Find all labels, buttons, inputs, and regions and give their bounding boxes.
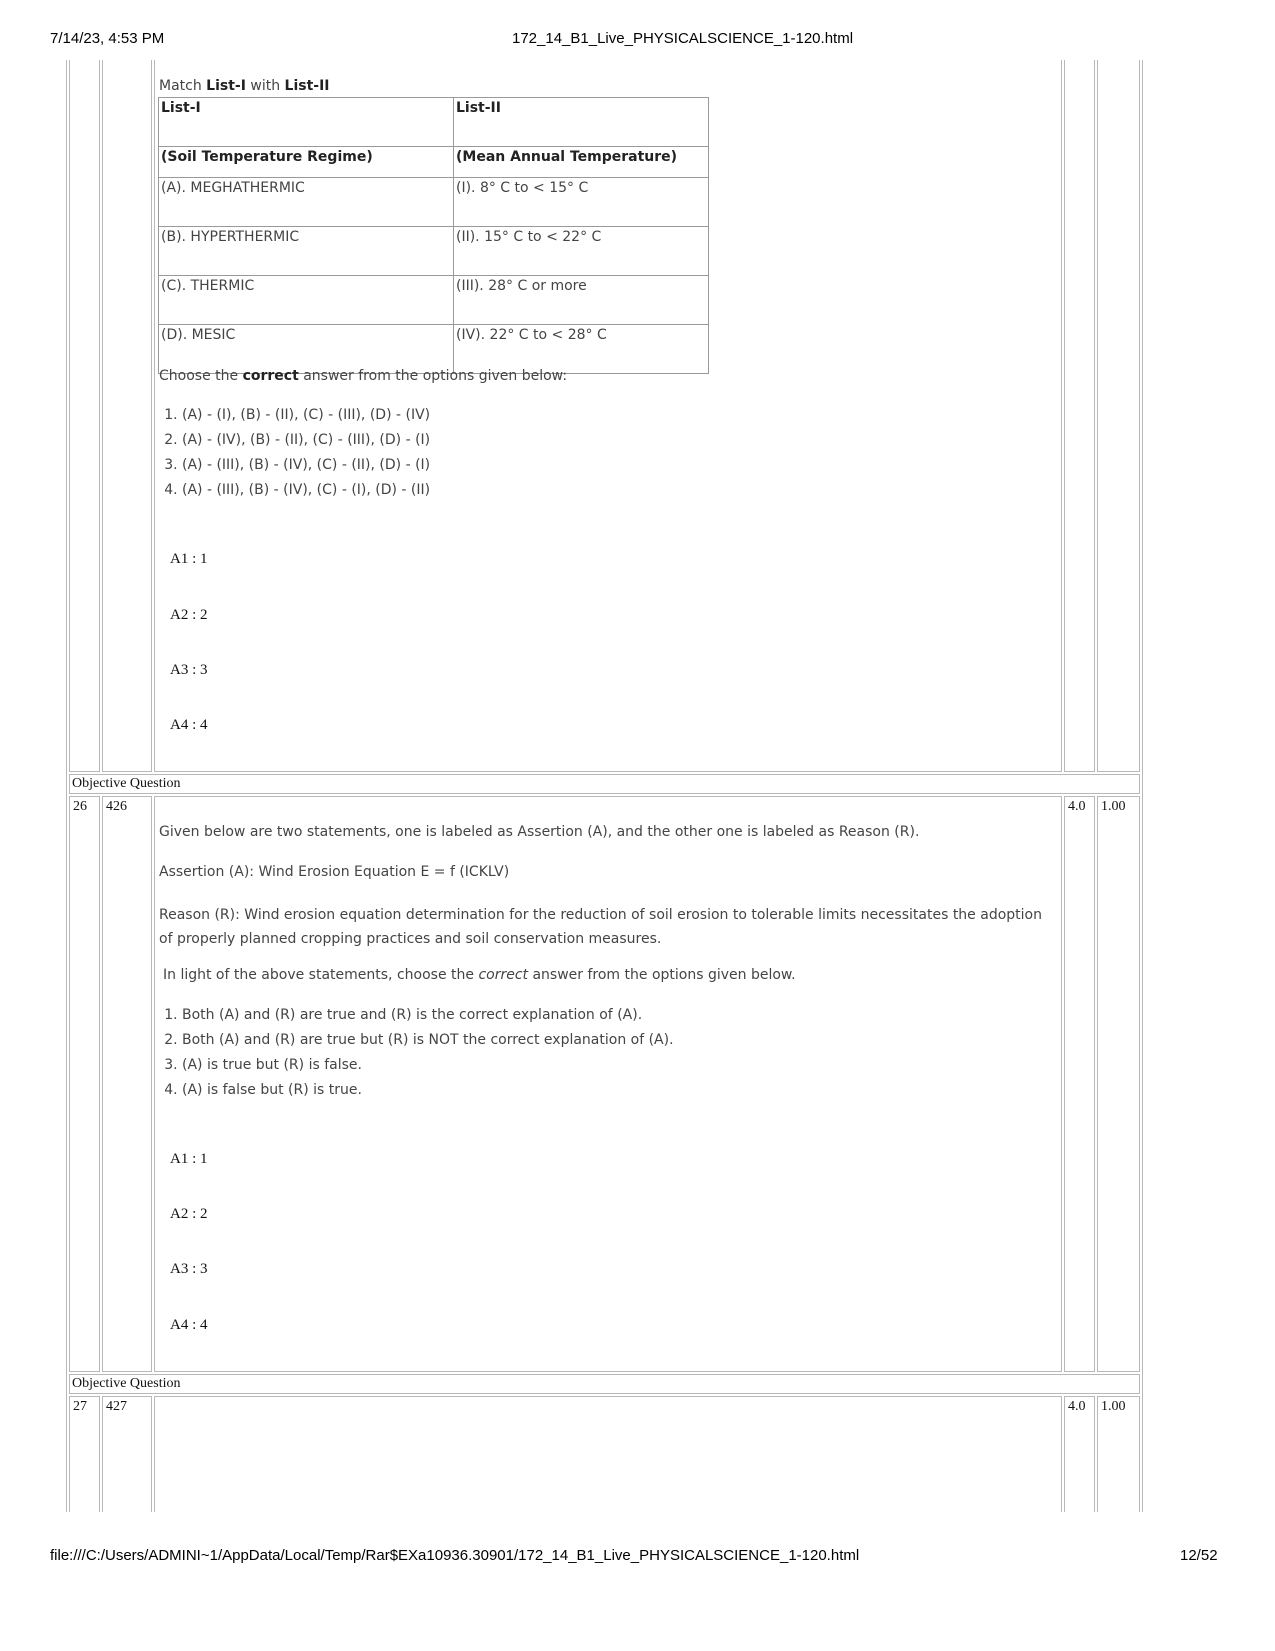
question-id: 426 <box>102 796 152 1372</box>
option: 3. (A) is true but (R) is false. <box>182 1053 674 1078</box>
section-row <box>69 774 1140 794</box>
answer-4: A4 : 4 <box>170 717 208 733</box>
option: 2. (A) - (IV), (B) - (II), (C) - (III), (D) - (I) <box>182 428 430 453</box>
question-cell-27 <box>154 1396 1062 1526</box>
question-id: 427 <box>102 1396 152 1526</box>
match-table: List-I List-II (Soil Temperature Regime) (Mean Annual Temperature) (A). MEGHATHERMIC (I). 8° C to < 15° C (B). HYPERTHERMIC (II). 15° C to < 22° C (C). THERMIC (III). 28° C or more (D). MESIC (IV). 22° C to < 28° C <box>158 97 709 374</box>
marks: 4.0 <box>1064 796 1095 1372</box>
page-number: 12/52 <box>1180 1547 1218 1564</box>
cell-id <box>102 60 152 772</box>
cell-marks <box>1064 60 1095 772</box>
option: 4. (A) is false but (R) is true. <box>182 1078 674 1103</box>
print-title: 172_14_B1_Live_PHYSICALSCIENCE_1-120.html <box>512 30 854 47</box>
option: 2. Both (A) and (R) are true but (R) is NOT the correct explanation of (A). <box>182 1028 674 1053</box>
choose-text: Choose the correct answer from the options given below: <box>159 368 568 384</box>
table-row: (B). HYPERTHERMIC (II). 15° C to < 22° C <box>159 227 709 276</box>
answer-3: A3 : 3 <box>170 662 208 678</box>
print-datetime: 7/14/23, 4:53 PM <box>50 30 165 47</box>
section-label: Objective Question <box>72 776 181 791</box>
option: 3. (A) - (III), (B) - (IV), (C) - (II), (D) - (I) <box>182 453 430 478</box>
section-label: Objective Question <box>72 1376 181 1391</box>
cell-neg <box>1097 60 1140 772</box>
print-footer-path: file:///C:/Users/ADMINI~1/AppData/Local/Temp/Rar$EXa10936.30901/172_14_B1_Live_PHYSICALSCIENCE_1-120.html <box>50 1547 860 1564</box>
answer-2: A2 : 2 <box>170 1206 208 1222</box>
page-bottom-margin <box>0 1512 1275 1651</box>
cell-num <box>69 60 100 772</box>
table-row: (A). MEGHATHERMIC (I). 8° C to < 15° C <box>159 178 709 227</box>
options-list <box>158 1003 674 1103</box>
statement-intro: Given below are two statements, one is labeled as Assertion (A), and the other one is labeled as Reason (R). <box>159 824 920 840</box>
section-row <box>69 1374 1140 1394</box>
reason: Reason (R): Wind erosion equation determination for the reduction of soil erosion to tolerable limits necessitates the adoption of properly planned cropping practices and soil conservation measures. <box>159 907 1042 947</box>
marks: 4.0 <box>1064 1396 1095 1526</box>
choose-text: In light of the above statements, choose the correct answer from the options given below. <box>163 967 796 983</box>
negative-marks: 1.00 <box>1097 1396 1140 1526</box>
table-row: (C). THERMIC (III). 28° C or more <box>159 276 709 325</box>
answer-1: A1 : 1 <box>170 1151 208 1167</box>
answer-2: A2 : 2 <box>170 607 208 623</box>
answer-4: A4 : 4 <box>170 1317 208 1333</box>
assertion: Assertion (A): Wind Erosion Equation E = f (ICKLV) <box>159 864 510 880</box>
options-list <box>158 403 430 503</box>
option: 4. (A) - (III), (B) - (IV), (C) - (I), (D) - (II) <box>182 478 430 503</box>
question-number: 27 <box>69 1396 100 1526</box>
option: 1. (A) - (I), (B) - (II), (C) - (III), (D) - (IV) <box>182 403 430 428</box>
negative-marks: 1.00 <box>1097 796 1140 1372</box>
match-intro: Match List-I with List-II <box>159 78 330 94</box>
question-number: 26 <box>69 796 100 1372</box>
answer-1: A1 : 1 <box>170 551 208 567</box>
table-row: (D). MESIC (IV). 22° C to < 28° C <box>159 325 709 374</box>
answer-3: A3 : 3 <box>170 1261 208 1277</box>
option: 1. Both (A) and (R) are true and (R) is the correct explanation of (A). <box>182 1003 674 1028</box>
